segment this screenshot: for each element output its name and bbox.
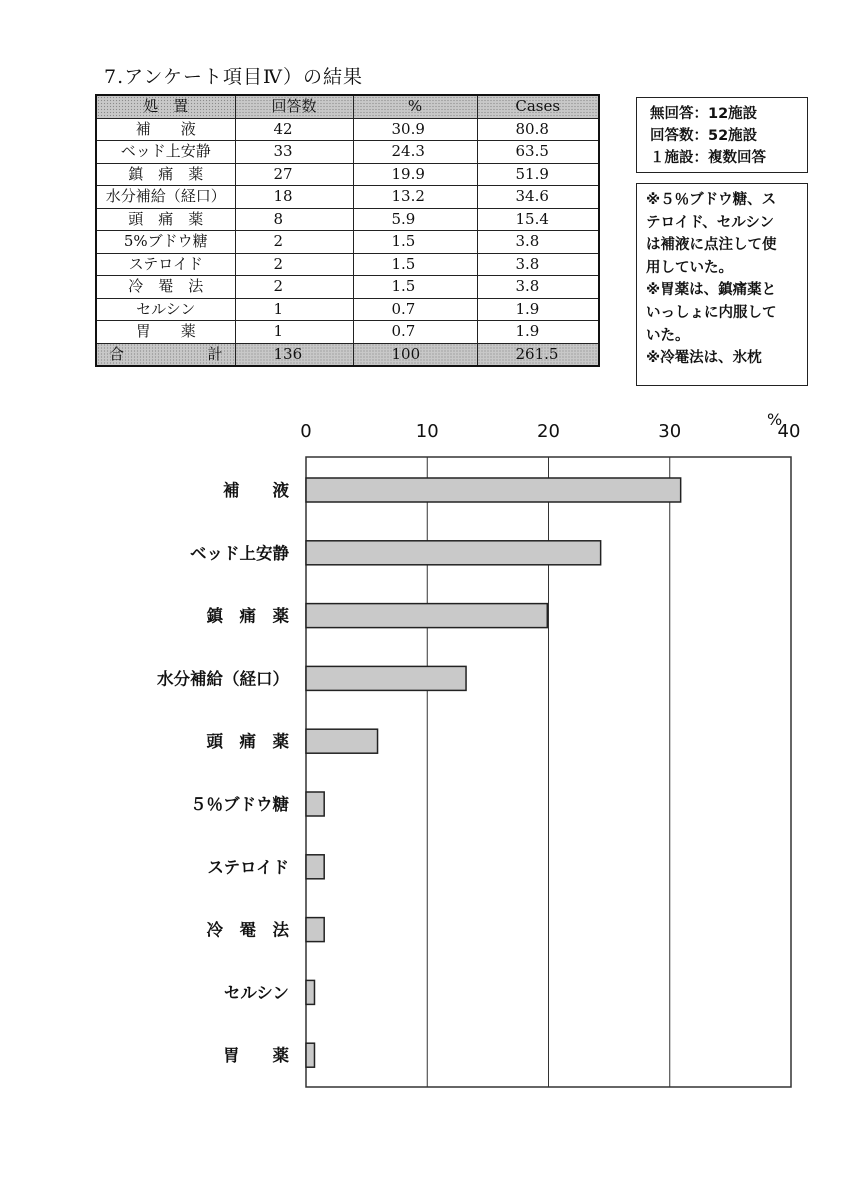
row-cases: 1.9	[477, 321, 599, 344]
note-line: ※５％ブドウ糖、ス	[646, 192, 777, 208]
category-label: セルシン	[223, 983, 289, 1003]
row-count: 8	[235, 208, 353, 231]
row-percent: 1.5	[353, 276, 477, 299]
category-label: 水分補給（経口）	[157, 669, 289, 689]
row-count: 42	[235, 118, 353, 141]
x-tick-label: 0	[300, 421, 312, 442]
row-percent: 13.2	[353, 186, 477, 209]
row-label: 水分補給（経口）	[96, 186, 235, 209]
row-cases: 34.6	[477, 186, 599, 209]
category-label: 鎮 痛 薬	[206, 606, 289, 626]
bar	[306, 918, 324, 942]
row-percent: 30.9	[353, 118, 477, 141]
note-line: ※冷罨法は、氷枕	[646, 350, 762, 367]
row-count: 1	[235, 321, 353, 344]
row-cases: 3.8	[477, 253, 599, 276]
row-count: 2	[235, 253, 353, 276]
row-percent: 1.5	[353, 231, 477, 254]
bar	[306, 980, 314, 1004]
total-label-b: 計	[207, 344, 223, 363]
note-line: 用していた。	[646, 259, 733, 276]
row-cases: 63.5	[477, 141, 599, 164]
x-tick-label: 30	[658, 421, 682, 442]
row-count: 2	[235, 276, 353, 299]
row-count: 27	[235, 163, 353, 186]
category-label: 補 液	[223, 481, 289, 500]
header-cases: Cases	[477, 95, 599, 118]
bar	[306, 1043, 314, 1067]
row-label: ステロイド	[96, 253, 235, 276]
total-cases: 261.5	[477, 343, 599, 366]
note-line: は補液に点注して使	[646, 237, 777, 254]
row-label: 胃 薬	[96, 321, 235, 344]
bar	[306, 478, 681, 502]
row-label: 補 液	[96, 118, 235, 141]
category-label: ベッド上安静	[190, 543, 289, 563]
header-treatment: 処 置	[96, 95, 235, 118]
total-label-a: 合	[109, 344, 125, 363]
note-line: いっしょに内服して	[646, 304, 777, 321]
x-tick-label: 40	[777, 421, 801, 442]
row-label: 冷 罨 法	[96, 276, 235, 299]
summary-no-answer: 無回答：12施設	[650, 106, 758, 122]
row-cases: 1.9	[477, 298, 599, 321]
category-label: 冷 罨 法	[206, 920, 289, 940]
row-cases: 3.8	[477, 276, 599, 299]
row-label: ベッド上安静	[96, 141, 235, 164]
bar	[306, 604, 547, 628]
bar	[306, 855, 324, 879]
bar	[306, 729, 378, 753]
row-count: 2	[235, 231, 353, 254]
row-label: 5%ブドウ糖	[96, 231, 235, 254]
row-cases: 3.8	[477, 231, 599, 254]
row-percent: 24.3	[353, 141, 477, 164]
bar	[306, 666, 466, 690]
category-label: 頭 痛 薬	[206, 732, 289, 752]
category-label: ５％ブドウ糖	[190, 795, 289, 814]
page-title: 7.アンケート項目Ⅳ）の結果	[104, 66, 363, 88]
bar	[306, 541, 601, 565]
total-percent: 100	[353, 343, 477, 366]
category-label: 胃 薬	[223, 1046, 289, 1066]
row-count: 1	[235, 298, 353, 321]
row-percent: 5.9	[353, 208, 477, 231]
row-cases: 51.9	[477, 163, 599, 186]
row-label: 鎮 痛 薬	[96, 163, 235, 186]
note-line: いた。	[646, 327, 690, 344]
summary-multiple: １施設：複数回答	[650, 150, 766, 166]
row-percent: 19.9	[353, 163, 477, 186]
row-percent: 0.7	[353, 298, 477, 321]
row-percent: 1.5	[353, 253, 477, 276]
note-line: テロイド、セルシン	[646, 214, 775, 231]
total-count: 136	[235, 343, 353, 366]
header-count: 回答数	[235, 95, 353, 118]
row-label: セルシン	[96, 298, 235, 321]
row-percent: 0.7	[353, 321, 477, 344]
category-label: ステロイド	[207, 857, 289, 877]
header-percent: %	[353, 95, 477, 118]
bar	[306, 792, 324, 816]
row-count: 18	[235, 186, 353, 209]
summary-answered: 回答数：52施設	[650, 128, 758, 144]
row-cases: 80.8	[477, 118, 599, 141]
x-tick-label: 10	[415, 421, 439, 442]
note-line: ※胃薬は、鎮痛薬と	[646, 282, 777, 299]
row-count: 33	[235, 141, 353, 164]
unit-label: %	[767, 410, 783, 429]
x-tick-label: 20	[537, 421, 560, 442]
row-label: 頭 痛 薬	[96, 208, 235, 231]
row-cases: 15.4	[477, 208, 599, 231]
